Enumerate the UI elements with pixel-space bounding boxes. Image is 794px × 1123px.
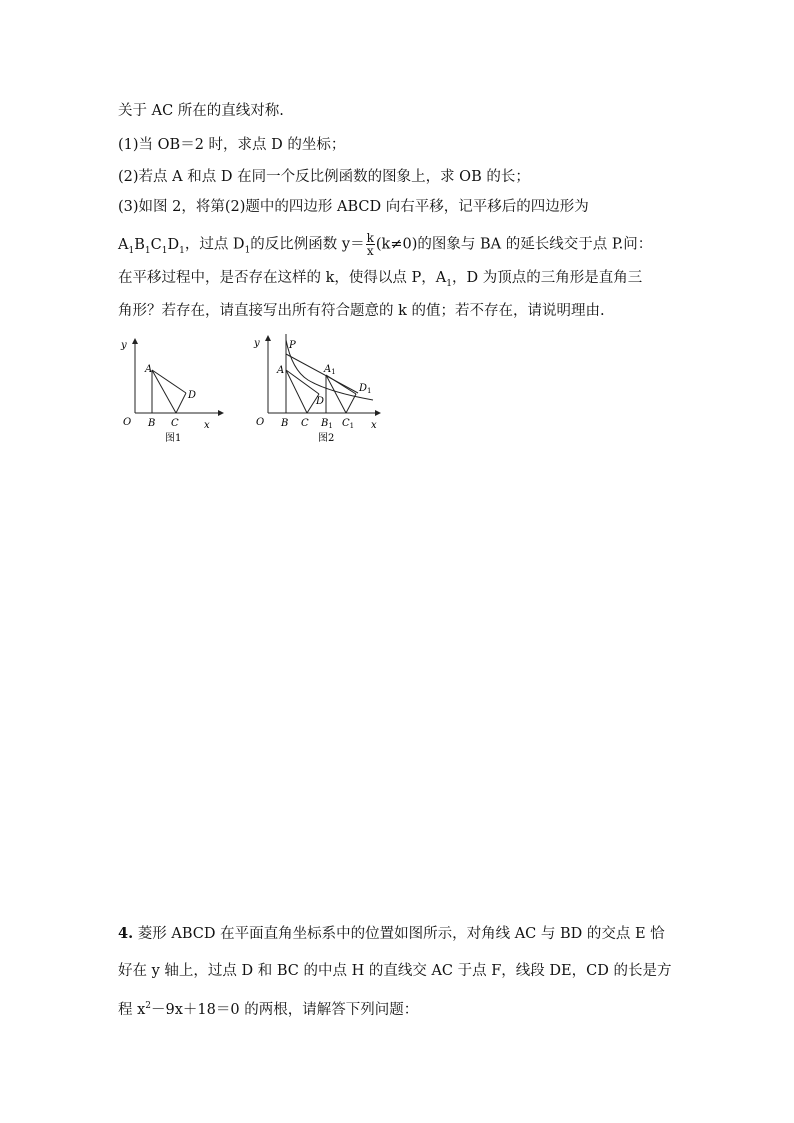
fig1-label-x: x — [204, 420, 210, 431]
problem4-line3-b: －9x＋18＝0 的两根，请解答下列问题： — [151, 1001, 419, 1018]
fig2-label-c: C — [301, 418, 309, 429]
problem3-part3-line4: 角形？若存在，请直接写出所有符合题意的 k 的值；若不存在，请说明理由. — [118, 303, 605, 319]
fraction-k-over-x — [366, 232, 375, 257]
fig1-label-a: A — [145, 364, 153, 375]
fig1-label-d: D — [188, 390, 197, 401]
fig2-label-a1: $A_1$ — [324, 364, 336, 376]
problem3-part2: (2)若点 A 和点 D 在同一个反比例函数的图象上，求 OB 的长； — [118, 169, 530, 185]
part3-line2-mid: 的反比例函数 y＝ — [250, 236, 365, 253]
quad-a1: $A_1B_1C_1D_1$ — [118, 236, 185, 256]
part3-line3-b: ，D 为顶点的三角形是直角三 — [451, 270, 643, 286]
fig2-label-a: A — [277, 365, 285, 376]
problem3-part3-line2: $A_1B_1C_1D_1$，过点 $D_1$的反比例函数 y＝ $\frac{k}{x}$ (k≠0)的图象与 BA 的延长线交于点 P.问： — [118, 231, 653, 258]
part3-line2-suffix: (k≠0)的图象与 BA 的延长线交于点 P.问： — [375, 236, 653, 253]
fig1-label-b: B — [148, 418, 156, 429]
problem4-number: 4. — [118, 925, 134, 942]
fig2-caption: 图2 — [318, 433, 335, 444]
fig2-label-b: B — [281, 418, 289, 429]
fig2-label-y: y — [254, 338, 260, 349]
fig1-label-c: C — [171, 418, 179, 429]
part3-line2-prefix: ，过点 D — [184, 236, 245, 253]
fig2-label-d: D — [316, 396, 325, 407]
problem4-line3-sup: 2 — [145, 1001, 152, 1011]
fig2-label-d1: $D_1$ — [359, 383, 372, 395]
fig2-label-x: x — [371, 420, 377, 431]
part3-line3-a: 在平移过程中，是否存在这样的 k，使得以点 P，A — [118, 270, 447, 286]
problem4-line3-a: 程 x — [118, 1001, 146, 1018]
fig2-label-b1: $B_1$ — [321, 418, 333, 430]
fig2-label-p: P — [289, 340, 296, 351]
figure2 — [248, 330, 388, 445]
problem3-intro-line: 关于 AC 所在的直线对称. — [118, 103, 284, 119]
fraction-denominator: x — [366, 244, 374, 258]
problem3-part3-line1: (3)如图 2，将第(2)题中的四边形 ABCD 向右平移，记平移后的四边形为 — [118, 199, 589, 215]
fig1-caption: 图1 — [165, 433, 182, 444]
problem4-line2: 好在 y 轴上，过点 D 和 BC 的中点 H 的直线交 AC 于点 F，线段 DE，CD 的长是方 — [118, 963, 672, 979]
fraction-numerator: k — [366, 231, 374, 245]
figure1 — [115, 335, 235, 445]
fig2-label-o: O — [256, 417, 265, 428]
fig1-label-o: O — [123, 417, 132, 428]
problem4-line1 — [118, 924, 665, 944]
problem4-line1-text: 菱形 ABCD 在平面直角坐标系中的位置如图所示，对角线 AC 与 BD 的交点 E 恰 — [133, 926, 665, 942]
problem3-part1: (1)当 OB＝2 时，求点 D 的坐标； — [118, 137, 346, 153]
problem4-line3 — [118, 996, 418, 1020]
problem3-part3-line3: 在平移过程中，是否存在这样的 k，使得以点 P，$A_1$，D 为顶点的三角形是直角三 — [118, 270, 643, 289]
fig1-label-y: y — [121, 340, 127, 351]
fig2-label-c1: $C_1$ — [342, 418, 355, 430]
